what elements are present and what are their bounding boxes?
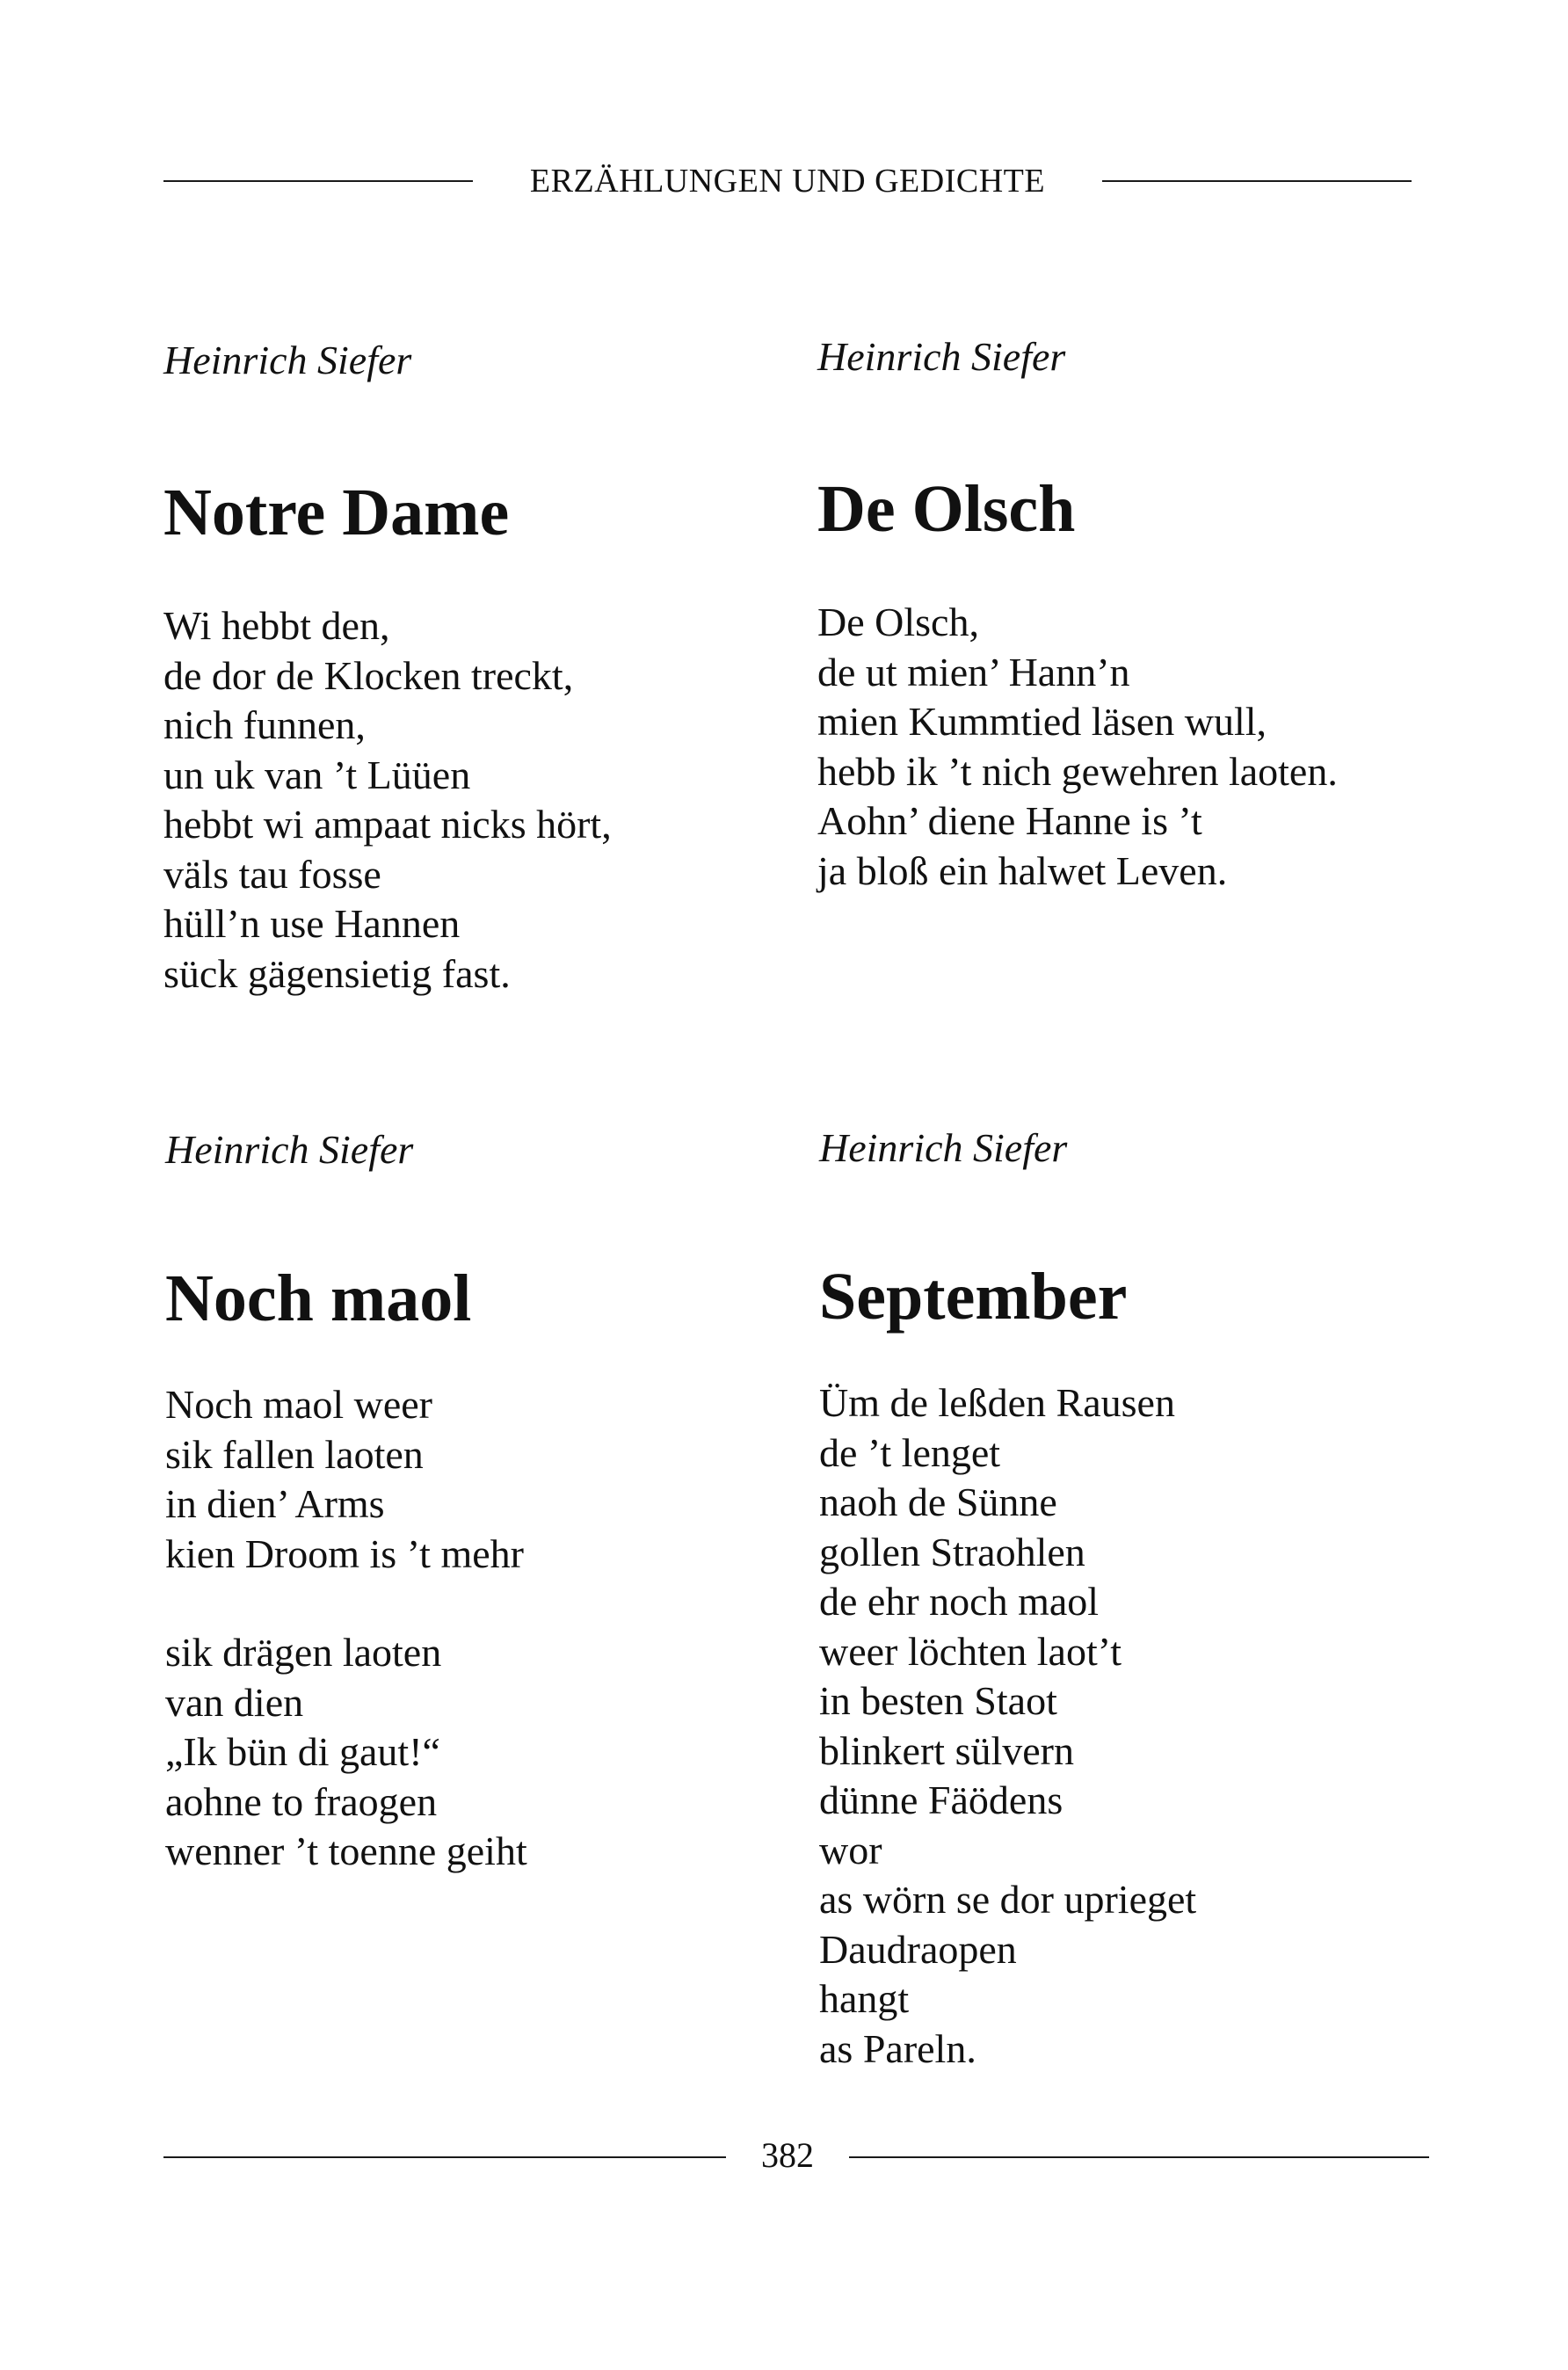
poem-line: dünne Fäödens [819,1778,1063,1822]
poem-notre-dame [163,336,796,999]
poem-stanza [165,1628,798,1877]
poem-line: wor [819,1827,882,1872]
poem-line: Daudraopen [819,1926,1017,1972]
page-footer [163,2127,1429,2180]
poem-line: gollen Straohlen [819,1529,1085,1574]
poem-line: Wi hebbt den, [163,603,390,648]
poem-line: „Ik bün di gaut!“ [165,1729,440,1774]
poem-line: de ’t lenget [819,1429,1001,1475]
poem-line: naoh de Sünne [819,1479,1057,1524]
poem-line: as Pareln. [819,2025,976,2071]
poem-line: in besten Staot [819,1678,1057,1723]
poem-line: De Olsch, [817,600,979,644]
poem-line: in dien’ Arms [165,1481,385,1526]
poem-line: väls tau fosse [163,851,381,897]
poem-line: as wörn se dor uprieget [819,1877,1197,1922]
poem-line: de ut mien’ Hann’n [817,649,1130,694]
poem-line: van dien [165,1679,304,1725]
header-rule-left [163,180,473,182]
poem-stanza [817,598,1450,896]
poem-de-olsch [817,332,1450,896]
poem-line: Aohn’ diene Hanne is ’t [817,798,1202,843]
poem-line: sück gägensietig fast. [163,950,511,996]
poem-line: blinkert sülvern [819,1727,1074,1773]
poem-line: un uk van ’t Lüüen [163,752,471,797]
poem-line: wenner ’t toenne geiht [165,1828,527,1873]
poem-title: Noch maol [165,1261,472,1335]
poem-author: Heinrich Siefer [819,1125,1068,1170]
poem-title: Notre Dame [163,476,510,549]
poem-noch-maol [165,1125,798,1877]
poem-title: De Olsch [817,472,1076,546]
running-header [163,156,1412,209]
poem-line: sik drägen laoten [165,1630,442,1675]
poem-title: September [819,1260,1128,1334]
poem-line: mien Kummtied läsen wull, [817,699,1267,744]
poem-line: de ehr noch maol [819,1579,1100,1624]
page-number: 382 [761,2135,814,2175]
poem-line: aohne to fraogen [165,1778,438,1824]
poem-line: weer löchten laot’t [819,1628,1122,1674]
poem-line: Üm de leßden Rausen [819,1380,1175,1425]
poem-author: Heinrich Siefer [163,338,412,382]
poem-line: kien Droom is ’t mehr [165,1530,524,1576]
poem-line: hüll’n use Hannen [163,901,461,946]
poem-author: Heinrich Siefer [817,334,1066,379]
poem-stanza [163,601,796,999]
poem-line: hebb ik ’t nich gewehren laoten. [817,748,1338,794]
poem-line: de dor de Klocken treckt, [163,652,574,698]
poem-stanza [165,1380,798,1579]
poem-line: nich funnen, [163,702,366,747]
footer-rule-right [849,2156,1429,2158]
poem-stanza [819,1378,1452,2074]
poem-line: hebbt wi ampaat nicks hört, [163,802,612,847]
footer-rule-left [163,2156,726,2158]
poem-line: sik fallen laoten [165,1431,424,1477]
poem-september [819,1123,1452,2074]
poem-line: ja bloß ein halwet Leven. [817,847,1228,893]
running-title: ERZÄHLUNGEN UND GEDICHTE [529,163,1046,200]
poem-author: Heinrich Siefer [165,1127,414,1172]
poem-line: hangt [819,1976,910,2021]
header-rule-right [1102,180,1412,182]
poem-line: Noch maol weer [165,1382,432,1427]
